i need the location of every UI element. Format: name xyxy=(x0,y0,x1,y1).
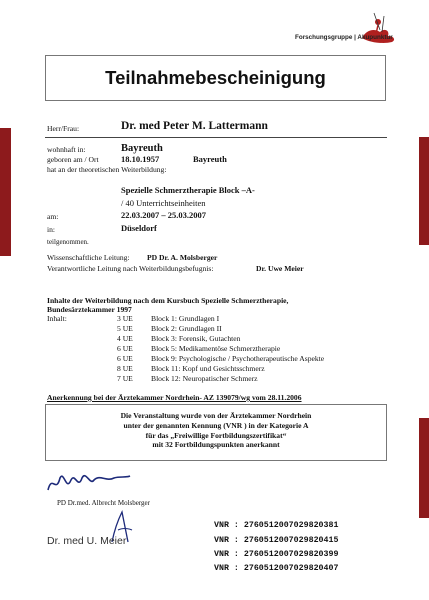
ue-cell: 5 UE xyxy=(117,324,133,333)
block-cell: Block 12: Neuropatischer Schmerz xyxy=(151,374,258,383)
signature-molsberger xyxy=(44,468,134,498)
participated-text: teilgenommen. xyxy=(47,238,89,246)
ue-cell: 8 UE xyxy=(117,364,133,373)
block-cell: Block 3: Forensik, Gutachten xyxy=(151,334,241,343)
date-label: am: xyxy=(47,212,59,221)
course-name: Spezielle Schmerztherapie Block –A- xyxy=(121,185,255,195)
contents-heading-2: Bundesärztekammer 1997 xyxy=(47,305,132,314)
scientific-lead-label: Wissenschaftliche Leitung: xyxy=(47,253,130,262)
ue-cell: 6 UE xyxy=(117,354,133,363)
right-red-bar-top xyxy=(419,137,429,245)
block-cell: Block 1: Grundlagen I xyxy=(151,314,220,323)
recognition-text: unter der genannten Kennung (VNR ) in der Kategorie A xyxy=(123,420,309,430)
place-label: in: xyxy=(47,225,56,234)
course-units: / 40 Unterrichtseinheiten xyxy=(121,198,206,208)
attended-text: hat an der theoretischen Weiterbildung: xyxy=(47,165,167,174)
responsible-lead: Dr. Uwe Meier xyxy=(256,264,304,273)
inhalt-label: Inhalt: xyxy=(47,314,67,323)
right-red-bar-bottom xyxy=(419,418,429,518)
responsible-lead-label: Verantwortliche Leitung nach Weiterbildungsbefugnis: xyxy=(47,264,214,273)
participant-name: Dr. med Peter M. Lattermann xyxy=(121,120,268,132)
block-cell: Block 2: Grundlagen II xyxy=(151,324,222,333)
document-title: Teilnahmebescheinigung xyxy=(105,67,326,88)
recognition-line: Anerkennung bei der Ärztekammer Nordrhein- AZ 139079/wg vom 28.11.2006 xyxy=(47,393,302,402)
divider xyxy=(45,137,387,138)
scientific-lead: PD Dr. A. Molsberger xyxy=(147,253,218,262)
recognition-box xyxy=(45,404,387,461)
ue-cell: 6 UE xyxy=(117,344,133,353)
birth-date: 18.10.1957 xyxy=(121,154,160,164)
left-red-bar xyxy=(0,128,11,256)
signature-caption-2: Dr. med U. Meier xyxy=(47,535,127,547)
title-box xyxy=(45,55,386,101)
vnr-line: VNR : 2760512007029820399 xyxy=(214,550,339,559)
ue-cell: 4 UE xyxy=(117,334,133,343)
birth-place: Bayreuth xyxy=(193,154,227,164)
block-cell: Block 9: Psychologische / Psychotherapeutische Aspekte xyxy=(151,354,325,363)
course-dates: 22.03.2007 – 25.03.2007 xyxy=(121,210,206,220)
recognition-text: Die Veranstaltung wurde von der Ärztekammer Nordrhein xyxy=(120,411,312,420)
ue-cell: 3 UE xyxy=(117,314,133,323)
signature-caption-1: PD Dr.med. Albrecht Molsberger xyxy=(57,499,150,507)
birth-label: geboren am / Ort xyxy=(47,155,99,164)
block-cell: Block 5: Medikamentöse Schmerztherapie xyxy=(151,344,281,353)
block-cell: Block 11: Kopf und Gesichtsschmerz xyxy=(151,364,265,373)
logo-text: Forschungsgruppe | Akupunktur xyxy=(295,34,393,41)
acupuncture-logo-icon xyxy=(322,10,417,48)
recognition-text: mit 32 Fortbildungspunkten anerkannt xyxy=(152,440,280,450)
course-place: Düseldorf xyxy=(121,223,157,233)
vnr-line: VNR : 2760512007029820381 xyxy=(214,521,339,530)
ue-cell: 7 UE xyxy=(117,374,133,383)
vnr-line: VNR : 2760512007029820407 xyxy=(214,564,339,573)
vnr-line: VNR : 2760512007029820415 xyxy=(214,536,339,545)
contents-heading-1: Inhalte der Weiterbildung nach dem Kursbuch Spezielle Schmerztherapie, xyxy=(47,296,289,305)
residence-value: Bayreuth xyxy=(121,143,163,154)
residence-label: wohnhaft in: xyxy=(47,145,86,154)
recognition-text: für das „Freiwillige Fortbildungszertifikat“ xyxy=(145,430,287,440)
participant-label: Herr/Frau: xyxy=(47,124,80,133)
